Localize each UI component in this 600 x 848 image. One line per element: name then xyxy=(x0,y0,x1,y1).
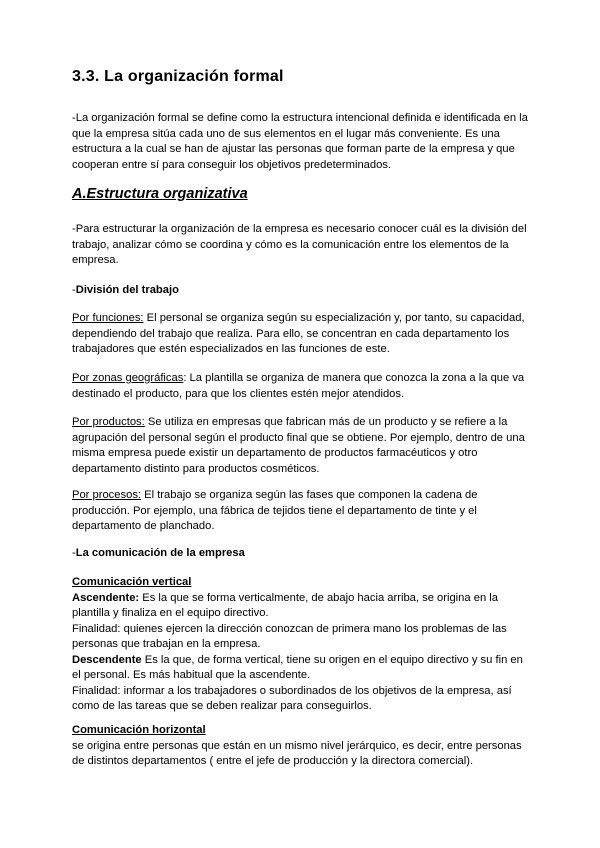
productos-paragraph xyxy=(72,415,530,477)
text-line: producción. Por ejemplo, una fábrica de tejidos tiene el departamento de tinte y el xyxy=(72,504,477,517)
text-line: -Para estructurar la organización de la empresa es necesario conocer cuál es la división del xyxy=(72,223,527,235)
vertical-heading: Comunicación vertical xyxy=(72,576,192,588)
text-line: que la empresa sitúa cada uno de sus elementos en el lugar más conveniente. Es una xyxy=(72,127,500,140)
ascendente-label: Ascendente: xyxy=(72,591,140,604)
text-line: departamento de planchado. xyxy=(72,520,215,532)
productos-label: Por productos: xyxy=(72,416,145,428)
text-line: El trabajo se organiza según las fases que componen la cadena de xyxy=(141,489,478,501)
text-line: Es la que se forma verticalmente, de abajo hacia arriba, se origina en la xyxy=(139,591,498,604)
division-heading xyxy=(72,283,530,299)
comunicacion-heading xyxy=(72,546,530,562)
text-line: empresa. xyxy=(72,254,119,266)
division-heading-text: División del trabajo xyxy=(75,284,179,296)
text-line: se origina entre personas que están en un mismo nivel jerárquico, es decir, entre personas xyxy=(72,739,522,752)
funciones-label: Por funciones: xyxy=(72,312,144,324)
section-heading-estructura: A.Estructura organizativa xyxy=(72,186,248,202)
text-line: dependiendo del trabajo que realiza. Para ello, se concentran en cada departamento los xyxy=(72,327,510,340)
funciones-paragraph xyxy=(72,311,530,358)
text-line: Finalidad: quienes ejercen la dirección conozcan de primera mano los problemas de las xyxy=(72,622,507,635)
text-line: plantilla y finaliza en el equipo directivo. xyxy=(72,607,269,619)
comunicacion-heading-text: La comunicación de la empresa xyxy=(75,547,245,559)
zonas-label: Por zonas geográficas xyxy=(72,372,184,384)
intro-paragraph xyxy=(72,111,530,173)
text-line: personas que trabajan en la empresa. xyxy=(72,638,261,650)
text-line: : La plantilla se organiza de manera que conozca la zona a la que va xyxy=(183,372,525,384)
text-line: departamento distinto para productos cosméticos. xyxy=(72,462,320,475)
zonas-paragraph xyxy=(72,371,530,402)
text-line: trabajadores que estén especializados en las funciones de este. xyxy=(72,343,390,355)
vertical-section xyxy=(72,575,530,715)
text-line: destinado el producto, para que los clientes estén mejor atendidos. xyxy=(72,387,405,400)
procesos-label: Por procesos: xyxy=(72,489,142,501)
text-line: Finalidad: informar a los trabajadores o subordinados de los objetivos de la empresa, así xyxy=(72,684,512,697)
text-line: el personal. Es más habitual que la ascendente. xyxy=(72,669,311,681)
text-line: misma empresa puede existir un departamento de productos farmacéuticos y otro xyxy=(72,447,478,459)
descendente-label: Descendente xyxy=(72,653,142,666)
procesos-paragraph xyxy=(72,488,530,535)
text-line: Es la que, de forma vertical, tiene su origen en el equipo directivo y su fin en xyxy=(141,653,523,666)
text-line: estructura a la cual se han de ajustar las personas que forman parte de la empresa y que xyxy=(72,143,515,155)
text-line: cooperan entre sí para conseguir los objetivos predeterminados. xyxy=(72,158,392,171)
horizontal-section xyxy=(72,723,530,770)
horizontal-heading: Comunicación horizontal xyxy=(72,724,206,736)
text-line: de distintos departamentos ( entre el jefe de producción y la directora comercial). xyxy=(72,755,474,767)
text-line: -La organización formal se define como la estructura intencional definida e identificada en la xyxy=(72,112,528,124)
heading-prefix: - xyxy=(72,284,76,296)
text-line: trabajo, analizar cómo se coordina y cómo es la comunicación entre los elementos de la xyxy=(72,238,509,251)
heading-prefix: - xyxy=(72,547,76,559)
text-line: Se utiliza en empresas que fabrican más de un producto y se refiere a la xyxy=(144,416,508,428)
text-line: agrupación del personal según el producto final que se obtiene. Por ejemplo, dentro de una xyxy=(72,431,525,444)
page-title: 3.3. La organización formal xyxy=(72,68,284,85)
text-line: como de las tareas que se deben realizar para conseguirlos. xyxy=(72,700,372,712)
estructura-paragraph xyxy=(72,222,530,269)
text-line: El personal se organiza según su especialización y, por tanto, su capacidad, xyxy=(143,312,525,324)
